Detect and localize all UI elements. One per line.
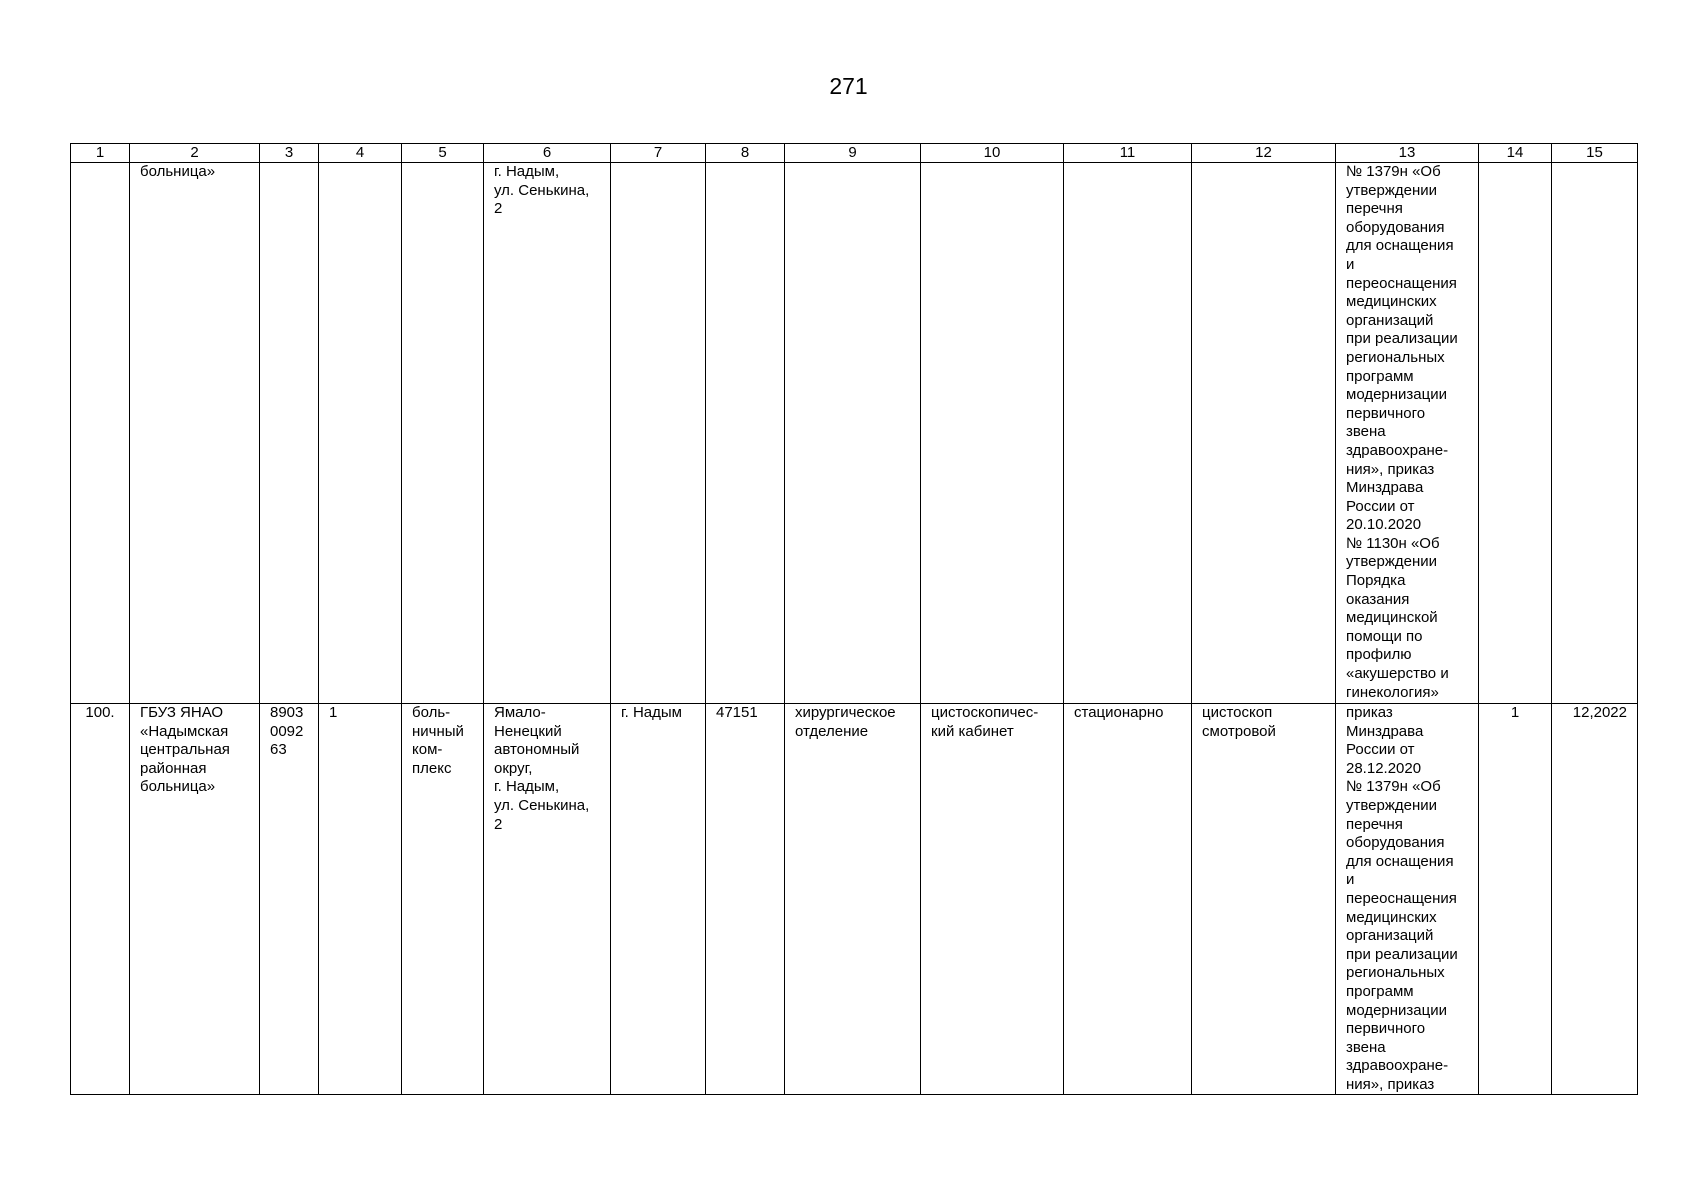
column-header-14: 14 (1479, 144, 1552, 163)
column-header-6: 6 (484, 144, 611, 163)
inn-cell (260, 163, 319, 704)
address-cell: г. Надым, ул. Сенькина, 2 (484, 163, 611, 704)
column-4-cell (319, 163, 402, 704)
column-header-10: 10 (921, 144, 1064, 163)
object-type-cell: боль- ничный ком- плекс (402, 704, 484, 1095)
room-cell: цистоскопичес- кий кабинет (921, 704, 1064, 1095)
column-header-8: 8 (706, 144, 785, 163)
quantity-cell (1479, 163, 1552, 704)
table-row (71, 704, 1638, 1095)
column-header-1: 1 (71, 144, 130, 163)
department-cell: хирургическое отделение (785, 704, 921, 1095)
locality-cell: г. Надым (611, 704, 706, 1095)
table-row (71, 163, 1638, 704)
organization-cell: ГБУЗ ЯНАО «Надымская центральная районная больница» (130, 704, 260, 1095)
column-header-3: 3 (260, 144, 319, 163)
regulation-cell: приказ Минздрава России от 28.12.2020 № 1379н «Об утверждении перечня оборудования для оснащения и переоснащения медицинских организаций при реализации региональных программ модернизации первичного звена здравоохране- ния», приказ (1336, 704, 1479, 1095)
quantity-cell: 1 (1479, 704, 1552, 1095)
locality-cell (611, 163, 706, 704)
care-conditions-cell: стационарно (1064, 704, 1192, 1095)
care-conditions-cell (1064, 163, 1192, 704)
row-number-cell: 100. (71, 704, 130, 1095)
column-header-5: 5 (402, 144, 484, 163)
table-header-row (71, 144, 1638, 163)
regulation-cell: № 1379н «Об утверждении перечня оборудования для оснащения и переоснащения медицинских организаций при реализации региональных программ модернизации первичного звена здравоохране- ния», приказ Минздрава России от 20.10.2020 № 1130н «Об утверждении Порядка оказания медицинской помощи по профилю «акушерство и гинекология» (1336, 163, 1479, 704)
equipment-cell (1192, 163, 1336, 704)
equipment-cell: цистоскоп смотровой (1192, 704, 1336, 1095)
room-cell (921, 163, 1064, 704)
column-header-13: 13 (1336, 144, 1479, 163)
date-cell (1552, 163, 1638, 704)
code-cell (706, 163, 785, 704)
date-cell: 12,2022 (1552, 704, 1638, 1095)
address-cell: Ямало- Ненецкий автономный округ, г. Надым, ул. Сенькина, 2 (484, 704, 611, 1095)
inn-cell: 8903 0092 63 (260, 704, 319, 1095)
data-table (70, 143, 1638, 1095)
column-header-7: 7 (611, 144, 706, 163)
code-cell: 47151 (706, 704, 785, 1095)
column-header-12: 12 (1192, 144, 1336, 163)
object-type-cell (402, 163, 484, 704)
column-4-cell: 1 (319, 704, 402, 1095)
column-header-15: 15 (1552, 144, 1638, 163)
column-header-4: 4 (319, 144, 402, 163)
department-cell (785, 163, 921, 704)
column-header-9: 9 (785, 144, 921, 163)
column-header-11: 11 (1064, 144, 1192, 163)
organization-cell: больница» (130, 163, 260, 704)
row-number-cell (71, 163, 130, 704)
page-number: 271 (829, 73, 868, 99)
column-header-2: 2 (130, 144, 260, 163)
